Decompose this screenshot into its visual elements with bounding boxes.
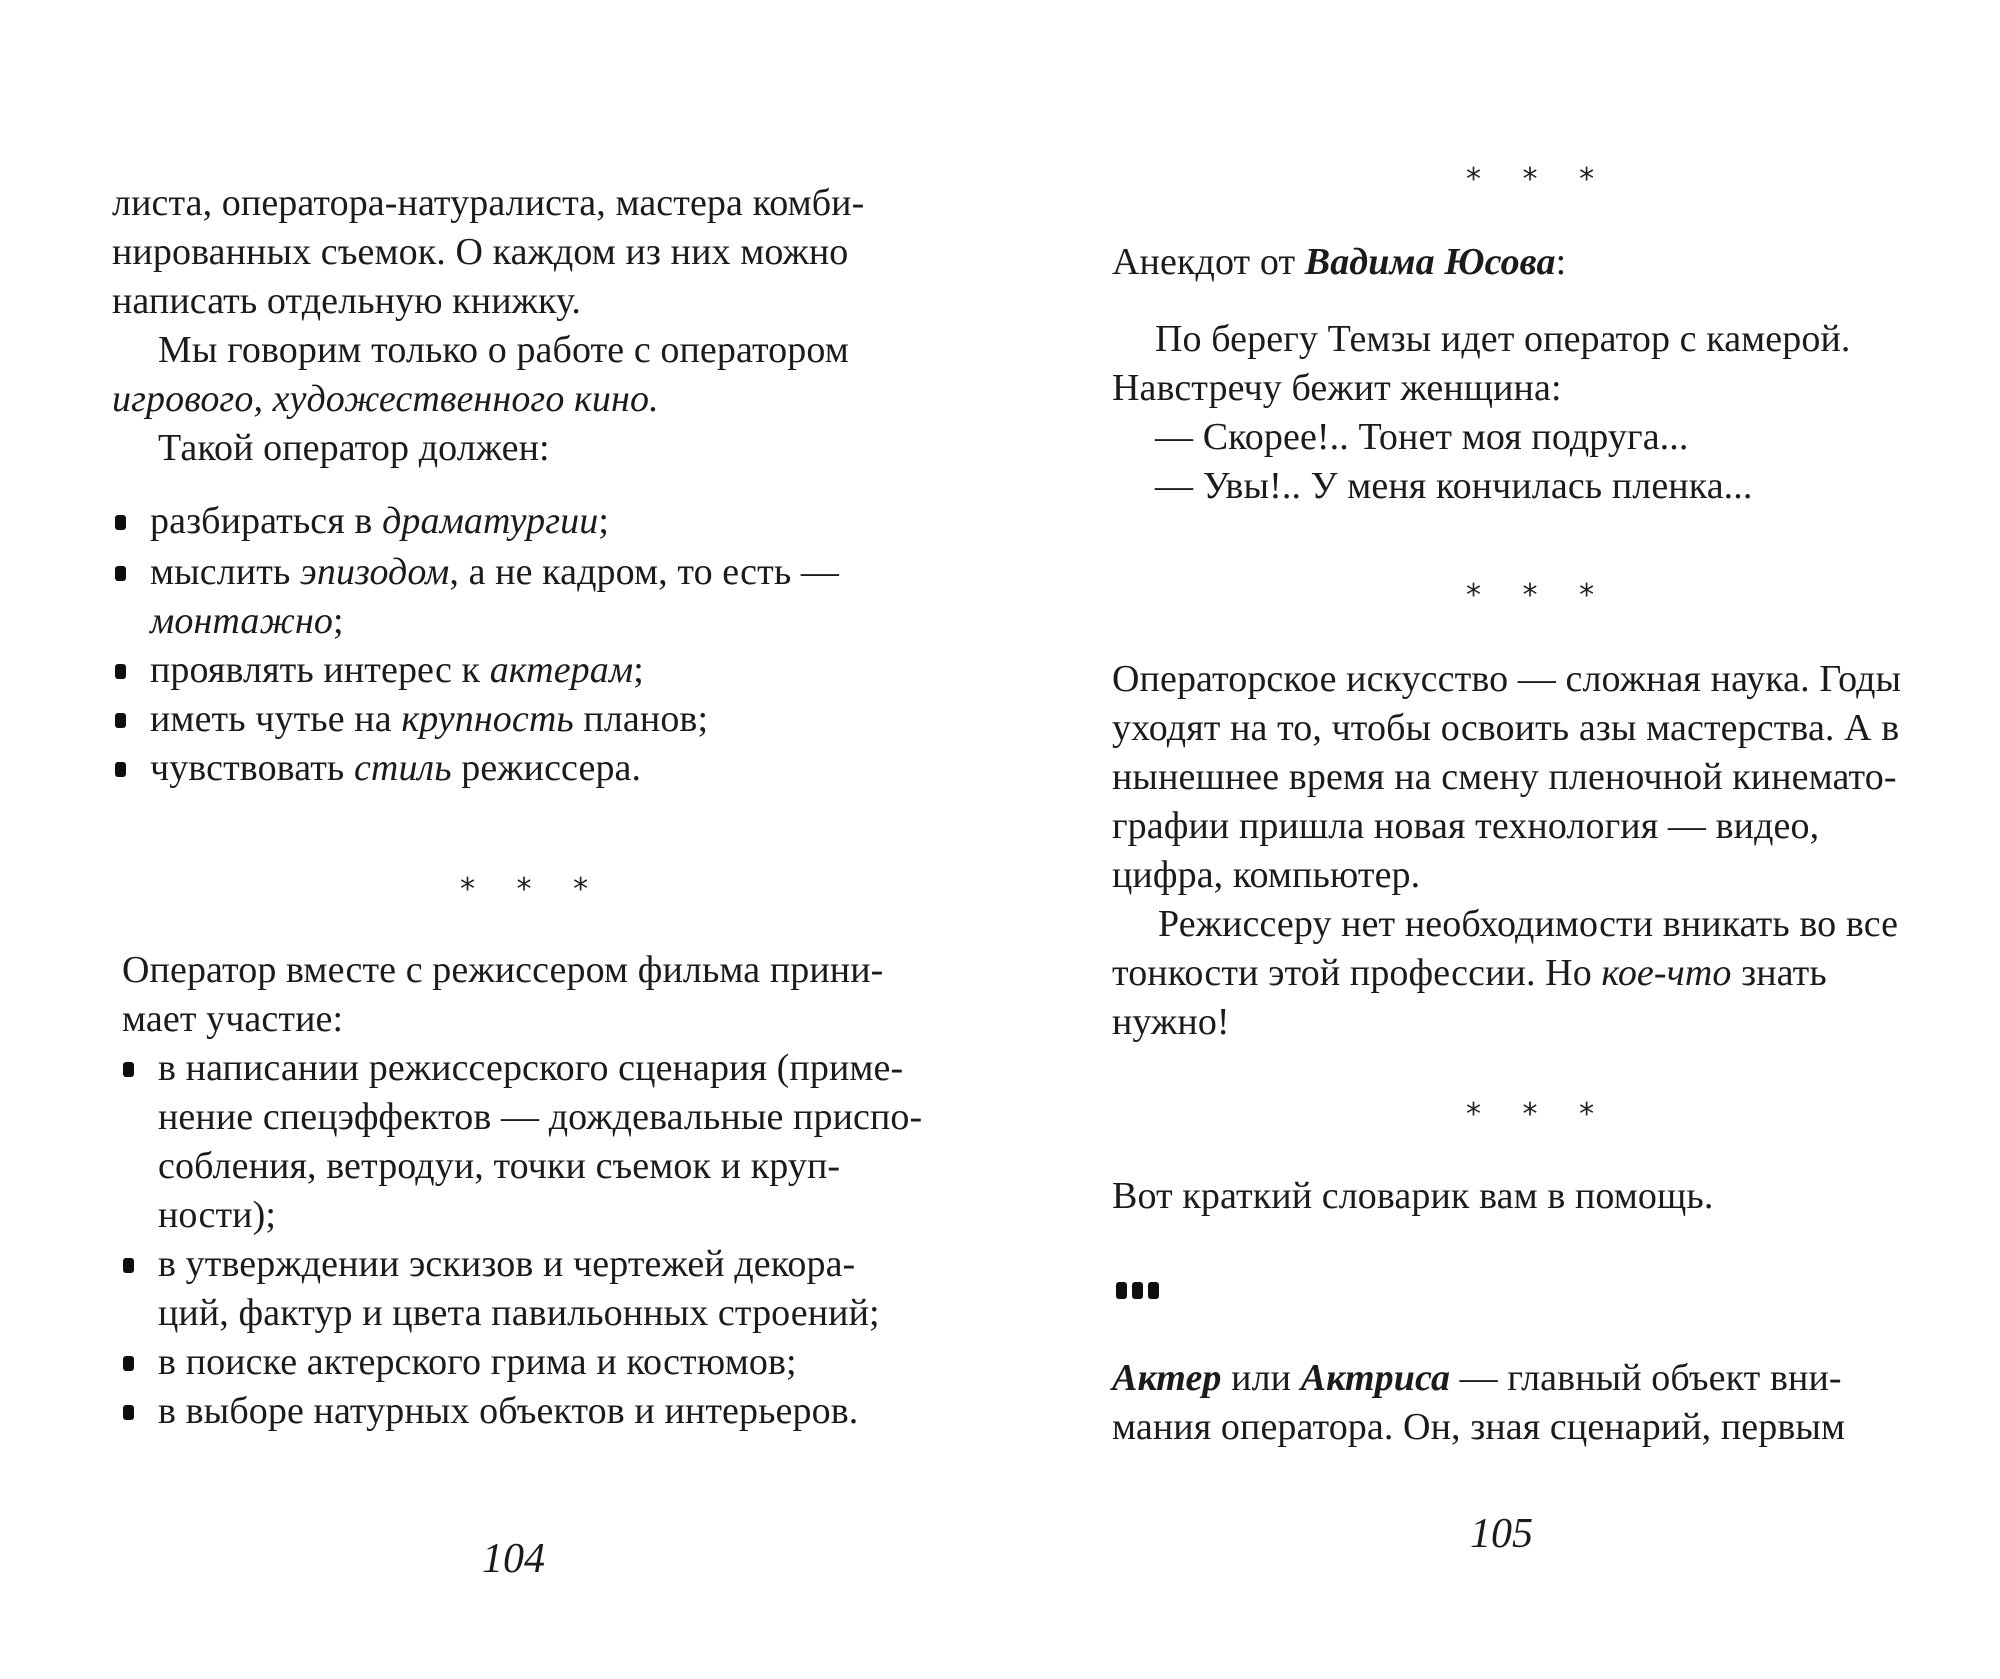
text-line: нынешнее время на смену пленочной кинемато- <box>1112 756 1897 798</box>
text-line: мания оператора. Он, зная сценарий, первым <box>1112 1406 1846 1448</box>
text-line: цифра, компьютер. <box>1112 854 1421 896</box>
bullet-icon <box>115 762 126 777</box>
right-page <box>1000 0 2000 1679</box>
list-item-continuation: монтажно; <box>150 600 344 642</box>
text-line: Такой оператор должен: <box>158 427 550 469</box>
bullet-icon <box>115 515 126 530</box>
text-line: нужно! <box>1112 1001 1230 1043</box>
dialogue-line: — Скорее!.. Тонет моя подруга... <box>1155 416 1689 458</box>
section-marker-icon <box>1116 1282 1159 1299</box>
dictionary-term: Актер <box>1112 1357 1222 1399</box>
text-line: Режиссеру нет необходимости вникать во все <box>1158 903 1899 945</box>
bullet-icon <box>115 713 126 728</box>
text-line: уходят на то, чтобы освоить азы мастерства. А в <box>1112 707 1900 749</box>
dictionary-term: Актриса <box>1300 1357 1451 1399</box>
bullet-icon <box>115 566 126 581</box>
bullet-icon <box>123 1405 134 1420</box>
list-item: разбираться в драматургии; <box>150 500 609 542</box>
author-name: Вадима Юсова <box>1304 241 1556 283</box>
list-item: мыслить эпизодом, а не кадром, то есть — <box>150 551 839 593</box>
bullet-icon <box>123 1258 134 1273</box>
list-item: иметь чутье на крупность планов; <box>150 698 709 740</box>
list-item: в утверждении эскизов и чертежей декора- <box>158 1243 856 1285</box>
text-line: Вот краткий словарик вам в помощь. <box>1112 1175 1714 1217</box>
section-separator: * * * <box>460 872 605 907</box>
bullet-icon <box>123 1356 134 1371</box>
dialogue-line: — Увы!.. У меня кончилась пленка... <box>1155 465 1753 507</box>
list-item-continuation: нение спецэффектов — дождевальные приспо- <box>158 1096 923 1138</box>
text-line: листа, оператора-натуралиста, мастера комби- <box>112 182 865 224</box>
text-line: графии пришла новая технология — видео, <box>1112 805 1820 847</box>
text-line: мает участие: <box>122 998 344 1040</box>
bullet-icon <box>115 664 126 679</box>
dictionary-entry: Актер или Актриса — главный объект вни- <box>1112 1357 1842 1399</box>
list-item: в поиске актерского грима и костюмов; <box>158 1341 797 1383</box>
section-separator: * * * <box>1466 162 1611 197</box>
list-item-continuation: собления, ветродуи, точки съемок и круп- <box>158 1145 841 1187</box>
list-item: в написании режиссерского сценария (приме- <box>158 1047 904 1089</box>
section-separator: * * * <box>1466 1097 1611 1132</box>
text-line: тонкости этой профессии. Но кое-что знать <box>1112 952 1827 994</box>
text-line: Мы говорим только о работе с оператором <box>158 329 849 371</box>
page-number: 105 <box>1470 1511 1533 1557</box>
emphasis: игрового, художественного кино. <box>112 378 659 420</box>
text-line: нированных съемок. О каждом из них можно <box>112 231 849 273</box>
text-line: Анекдот от Вадима Юсова: <box>1112 241 1567 283</box>
text-line: Навстречу бежит женщина: <box>1112 367 1562 409</box>
list-item-continuation: ности); <box>158 1194 277 1236</box>
list-item: в выборе натурных объектов и интерьеров. <box>158 1390 859 1432</box>
list-item: проявлять интерес к актерам; <box>150 649 644 691</box>
text-line: По берегу Темзы идет оператор с камерой. <box>1155 318 1851 360</box>
text-line: Операторское искусство — сложная наука. Годы <box>1112 658 1902 700</box>
text-line: написать отдельную книжку. <box>112 280 581 322</box>
list-item: чувствовать стиль режиссера. <box>150 747 642 789</box>
page-number: 104 <box>482 1536 545 1582</box>
section-separator: * * * <box>1466 578 1611 613</box>
list-item-continuation: ций, фактур и цвета павильонных строений; <box>158 1292 880 1334</box>
text-line <box>112 375 659 423</box>
bullet-icon <box>123 1062 134 1077</box>
text-line: Оператор вместе с режиссером фильма прини- <box>122 949 884 991</box>
